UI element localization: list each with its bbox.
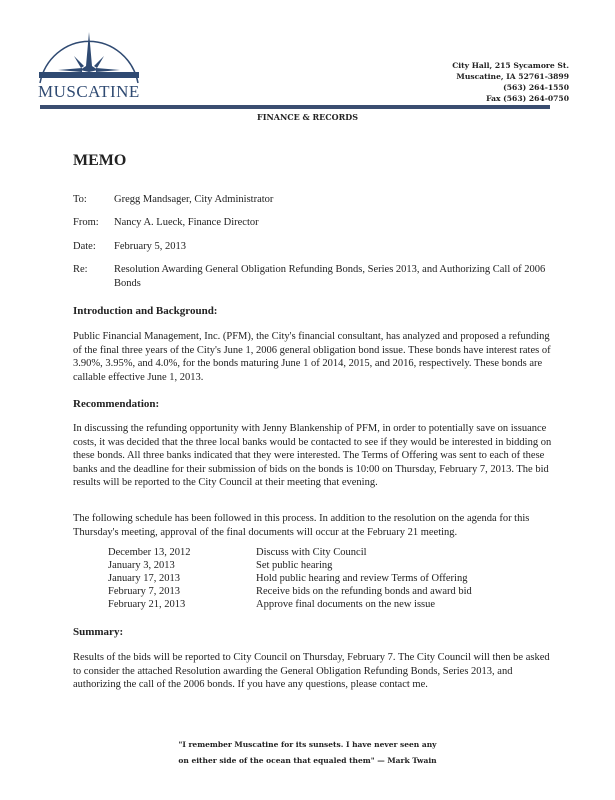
footer-quote-line: "I remember Muscatine for its sunsets. I have never seen any: [178, 740, 437, 749]
memo-title: MEMO: [73, 152, 127, 169]
logo-text: MUSCATINE: [38, 82, 140, 101]
summary-heading: Summary:: [73, 626, 124, 638]
schedule-action: Hold public hearing and review Terms of Offering: [256, 573, 468, 584]
schedule-action: Discuss with City Council: [256, 547, 367, 558]
from-label: From:: [73, 217, 99, 228]
address-line: City Hall, 215 Sycamore St.: [452, 61, 569, 70]
re-label: Re:: [73, 264, 88, 275]
schedule-date: January 17, 2013: [108, 573, 181, 584]
intro-heading: Introduction and Background:: [73, 305, 218, 317]
intro-paragraph: Public Financial Management, Inc. (PFM), the City's financial consultant, has analyzed and proposed a refunding of the final three years of the City's June 1, 2006 general obligation bond issue. These bonds have interest rates of 3.90%, 3.95%, and 4.0%, for the bonds maturing June 1 of 2014, 2015, and 2016, respectively. These bonds are callable effective June 1, 2013.: [73, 331, 551, 383]
re-value: Resolution Awarding General Obligation Refunding Bonds, Series 2013, and Authorizing Call of 2006 Bonds: [114, 264, 546, 289]
date-value: February 5, 2013: [114, 241, 187, 252]
summary-paragraph: Results of the bids will be reported to City Council on Thursday, February 7. The City Council will then be asked to consider the attached Resolution awarding the General Obligation Refunding Bonds, Series 2013, and authorizing the call of the 2006 bonds. If you have any questions, please contact me.: [73, 652, 550, 690]
footer-quote-line: on either side of the ocean that equaled them" — Mark Twain: [178, 756, 437, 765]
schedule-date: February 21, 2013: [108, 599, 186, 610]
to-label: To:: [73, 194, 87, 205]
date-label: Date:: [73, 241, 96, 252]
schedule-date: December 13, 2012: [108, 547, 191, 558]
recommendation-paragraph: In discussing the refunding opportunity with Jenny Blankenship of PFM, in order to potentially save on issuance costs, it was decided that the three local banks would be contacted to see if they would be interested in bidding on these bonds. All three banks indicated that they were interested. The Terms of Offering was sent to each of these banks and the deadline for their submission of bids on the bonds is 10:00 on Thursday, February 7, 2013. The bid results will be reported to the City Council at their meeting that evening.: [73, 423, 552, 488]
schedule-intro-paragraph: The following schedule has been followed in this process. In addition to the resolution on the agenda for this Thursday's meeting, approval of the final documents will occur at the February 21 meeting.: [73, 513, 530, 538]
to-value: Gregg Mandsager, City Administrator: [114, 194, 274, 205]
from-value: Nancy A. Lueck, Finance Director: [114, 217, 259, 228]
schedule-action: Set public hearing: [256, 560, 333, 571]
schedule-date: February 7, 2013: [108, 586, 181, 597]
schedule-date: January 3, 2013: [108, 560, 175, 571]
department: FINANCE & RECORDS: [257, 112, 358, 122]
schedule-action: Approve final documents on the new issue: [256, 599, 436, 610]
header-divider: [40, 105, 550, 109]
muscatine-logo: [38, 28, 140, 84]
recommendation-heading: Recommendation:: [73, 398, 160, 410]
address-line: Muscatine, IA 52761-3899: [456, 72, 569, 81]
address-block: [452, 60, 569, 104]
fax: Fax (563) 264-0750: [486, 94, 569, 103]
schedule-action: Receive bids on the refunding bonds and award bid: [256, 586, 472, 597]
phone: (563) 264-1550: [503, 83, 569, 92]
